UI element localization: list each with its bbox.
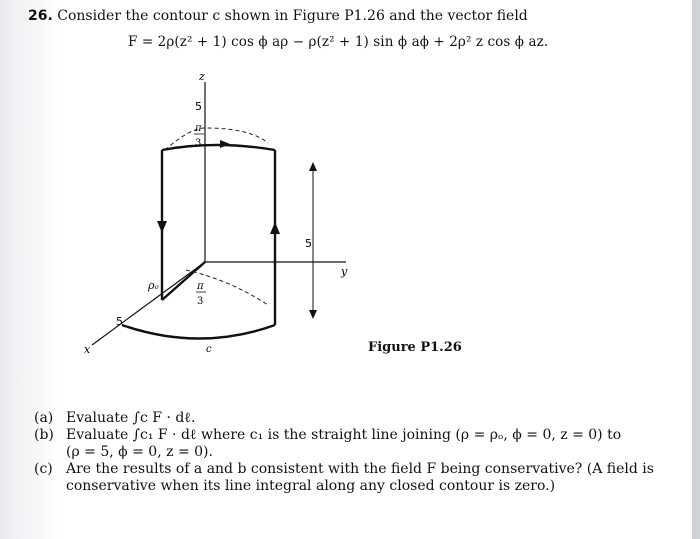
question-c-label: (c) bbox=[34, 461, 53, 477]
bottom-angle-denominator: 3 bbox=[197, 296, 204, 307]
question-c bbox=[34, 461, 664, 495]
top-angle-numerator: π bbox=[195, 123, 202, 134]
top-angle-denominator: 3 bbox=[195, 138, 202, 149]
y-axis-label: y bbox=[341, 265, 348, 278]
z-axis-label: z bbox=[199, 70, 205, 83]
contour-label: c bbox=[206, 344, 212, 355]
top-arc-arrow bbox=[220, 140, 230, 148]
questions-list bbox=[34, 410, 664, 495]
radius-label: 5 bbox=[116, 315, 123, 328]
top-height-label: 5 bbox=[195, 100, 202, 113]
height-label: 5 bbox=[305, 237, 312, 250]
x-axis-label: x bbox=[84, 343, 91, 356]
height-arrow-down bbox=[309, 310, 317, 319]
question-b-label: (b) bbox=[34, 427, 54, 443]
vector-field-formula: F = 2ρ(z² + 1) cos ϕ aρ − ρ(z² + 1) sin ϕ aϕ + 2ρ² z cos ϕ az. bbox=[128, 34, 549, 50]
question-b bbox=[34, 427, 664, 461]
bottom-angle-numerator: π bbox=[197, 281, 204, 292]
question-c-text: Are the results of a and b consistent with the field F being conservative? (A field is conservative when its line integral along any closed contour is zero.) bbox=[66, 461, 654, 494]
question-b-line2: (ρ = 5, ϕ = 0, z = 0). bbox=[66, 444, 213, 460]
height-arrow-up bbox=[309, 162, 317, 171]
question-a-text: Evaluate ∫c F · dℓ. bbox=[66, 410, 196, 426]
question-b-line1: Evaluate ∫c₁ F · dℓ where c₁ is the straight line joining (ρ = ρₒ, ϕ = 0, z = 0) to bbox=[66, 427, 622, 443]
rho-o-label: ρₒ bbox=[148, 279, 159, 292]
question-a bbox=[34, 410, 664, 427]
top-contour-arc bbox=[162, 145, 275, 150]
left-segment-arrow bbox=[157, 221, 167, 233]
problem-intro: Consider the contour c shown in Figure P1.26 and the vector field bbox=[57, 8, 528, 24]
right-segment-arrow bbox=[270, 222, 280, 234]
bottom-contour-arc bbox=[122, 325, 275, 339]
question-a-label: (a) bbox=[34, 410, 54, 426]
problem-number: 26. bbox=[28, 8, 53, 24]
figure-caption: Figure P1.26 bbox=[368, 340, 462, 355]
